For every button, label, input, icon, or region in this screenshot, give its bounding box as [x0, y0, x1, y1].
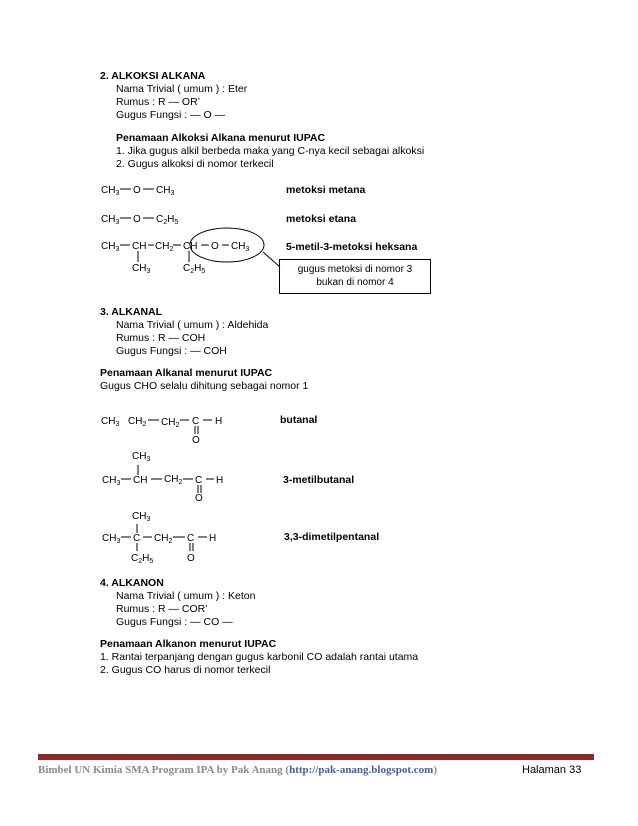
s4-iupac-title: Penamaan Alkanon menurut IUPAC: [100, 638, 277, 650]
s4-rule-2: 2. Gugus CO harus di nomor terkecil: [100, 664, 271, 676]
svg-text:C2H5: $C_2H_5$: [183, 263, 206, 275]
svg-text:CH: CH: [132, 241, 147, 252]
svg-text:CH2: $CH_2$: [164, 474, 183, 486]
svg-text:C: C: [192, 416, 200, 427]
svg-text:O: O: [133, 214, 141, 225]
svg-text:CH3: $CH_3$: [132, 263, 151, 275]
s4-rumus: Rumus : R — COR’: [116, 603, 208, 615]
svg-text:CH: CH: [133, 475, 148, 486]
svg-text:C: C: [187, 533, 195, 544]
structure-butanal: [101, 416, 222, 446]
footer-credit: [38, 764, 437, 776]
svg-text:CH3: $CH_3$: [132, 451, 151, 463]
s2-rule-1: 1. Jika gugus alkil berbeda maka yang C-nya kecil sebagai alkoksi: [116, 145, 425, 157]
svg-text:CH3: $CH_3$: [101, 185, 120, 197]
section-3-heading: 3. ALKANAL: [100, 306, 163, 318]
svg-text:CH2: $CH_2$: [155, 241, 174, 253]
structure-5-metil-3-metoksi-heksana: [101, 228, 280, 275]
footer-credit-text: Bimbel UN Kimia SMA Program IPA by Pak Anang (: [38, 764, 290, 776]
s3-trivial: Nama Trivial ( umum ) : Aldehida: [116, 319, 269, 331]
s2-ex2-name: metoksi etana: [286, 213, 357, 225]
svg-text:C2H5: $C_2H_5$: [131, 553, 154, 565]
svg-text:O: O: [192, 435, 200, 446]
s2-rule-2: 2. Gugus alkoksi di nomor terkecil: [116, 158, 274, 170]
s2-note-line-1: gugus metoksi di nomor 3: [297, 264, 413, 275]
s2-ex1-name: metoksi metana: [286, 184, 366, 196]
s2-note-line-2: bukan di nomor 4: [316, 277, 394, 288]
s2-iupac-title: Penamaan Alkoksi Alkana menurut IUPAC: [116, 132, 326, 144]
s3-gugus: Gugus Fungsi : — COH: [116, 345, 227, 357]
svg-text:CH3: $CH_3$: [101, 241, 120, 253]
svg-text:CH: CH: [183, 241, 198, 252]
structure-3-3-dimetilpentanal: [102, 511, 216, 565]
s4-trivial: Nama Trivial ( umum ) : Keton: [116, 590, 256, 602]
svg-text:CH2: $CH_2$: [128, 416, 147, 428]
footer-credit-end: ): [433, 764, 438, 776]
svg-text:CH3: $CH_3$: [102, 533, 121, 545]
svg-text:CH3: $CH_3$: [156, 185, 175, 197]
section-4-heading: 4. ALKANON: [100, 577, 164, 589]
s3-ex2-name: 3-metilbutanal: [283, 474, 355, 486]
svg-text:CH3: $CH_3$: [231, 241, 250, 253]
svg-text:O: O: [187, 553, 195, 564]
svg-text:H: H: [216, 475, 224, 486]
structure-metoksi-etana: [101, 214, 178, 226]
svg-text:C: C: [133, 533, 141, 544]
footer-rule: [38, 754, 594, 760]
s2-rumus: Rumus : R — OR’: [116, 96, 201, 108]
svg-text:C2H5: $C_2H_5$: [156, 214, 179, 226]
s3-iupac-title: Penamaan Alkanal menurut IUPAC: [100, 367, 273, 379]
s2-ex3-name: 5-metil-3-metoksi heksana: [286, 241, 418, 253]
s2-trivial: Nama Trivial ( umum ) : Eter: [116, 83, 248, 95]
svg-text:O: O: [133, 185, 141, 196]
svg-text:CH3: $CH_3$: [102, 475, 121, 487]
svg-text:CH3: $CH_3$: [101, 416, 120, 428]
structure-metoksi-metana: [101, 185, 174, 197]
svg-text:CH2: $CH_2$: [161, 417, 180, 429]
s3-rumus: Rumus : R — COH: [116, 332, 206, 344]
section-2-heading: 2. ALKOKSI ALKANA: [100, 70, 206, 82]
structure-3-metilbutanal: [102, 451, 223, 504]
svg-text:H: H: [215, 416, 223, 427]
svg-text:CH2: $CH_2$: [154, 533, 173, 545]
s3-ex3-name: 3,3-dimetilpentanal: [284, 531, 380, 543]
footer-blog-link[interactable]: http://pak-anang.blogspot.com: [289, 764, 434, 776]
s3-iupac-note: Gugus CHO selalu dihitung sebagai nomor 1: [100, 380, 309, 392]
s4-gugus: Gugus Fungsi : — CO —: [116, 616, 233, 628]
svg-text:CH3: $CH_3$: [101, 214, 120, 226]
svg-text:H: H: [209, 533, 217, 544]
page-number: Halaman 33: [522, 764, 582, 776]
svg-text:O: O: [195, 493, 203, 504]
svg-text:C: C: [195, 475, 203, 486]
svg-text:CH3: $CH_3$: [132, 511, 151, 523]
svg-text:O: O: [211, 241, 219, 252]
s4-rule-1: 1. Rantai terpanjang dengan gugus karbonil CO adalah rantai utama: [100, 651, 419, 663]
s3-ex1-name: butanal: [280, 414, 318, 426]
s2-gugus: Gugus Fungsi : — O —: [116, 109, 226, 121]
